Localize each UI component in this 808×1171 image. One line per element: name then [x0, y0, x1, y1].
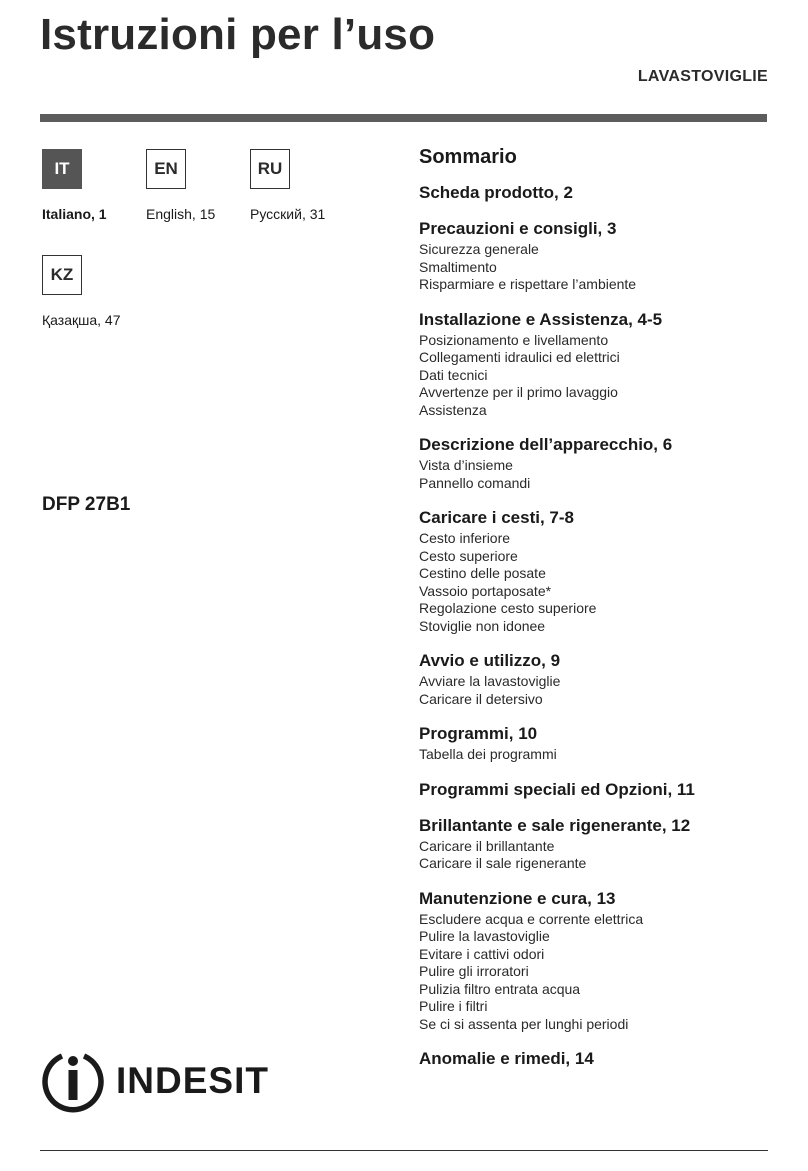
language-en[interactable] [146, 149, 215, 222]
toc-subitem[interactable]: Cesto superiore [419, 547, 518, 564]
toc-subitem[interactable]: Collegamenti idraulici ed elettrici [419, 349, 620, 365]
toc-section [419, 1049, 779, 1069]
toc-section [419, 651, 779, 708]
toc-subitem[interactable]: Risparmiare e rispettare l’ambiente [419, 276, 637, 292]
toc-subitem-list [419, 332, 779, 420]
toc-section [419, 816, 779, 873]
toc-section [419, 219, 779, 294]
toc-section [419, 183, 779, 203]
language-label: Русский, 31 [250, 206, 326, 222]
toc-subitem[interactable]: Sicurezza generale [419, 241, 539, 257]
toc-subitem-list [419, 457, 779, 492]
toc-subitem-list [419, 911, 779, 1034]
toc-subitem[interactable]: Pulire la lavastoviglie [419, 928, 550, 944]
language-code-box[interactable]: EN [146, 149, 186, 189]
language-code-box[interactable]: RU [250, 149, 290, 189]
language-label: English, 15 [146, 206, 216, 222]
language-code-box[interactable]: KZ [42, 255, 82, 295]
toc-subitem-list [419, 673, 779, 708]
toc-subitem[interactable]: Vassoio portaposate* [419, 582, 552, 599]
toc-subitem[interactable]: Avvertenze per il primo lavaggio [419, 384, 618, 400]
toc-subitem-list [419, 241, 779, 294]
table-of-contents [419, 146, 779, 1085]
toc-section-heading[interactable]: Installazione e Assistenza, 4-5 [419, 309, 663, 329]
toc-subitem[interactable]: Pulire gli irroratori [419, 963, 529, 979]
toc-section-heading[interactable]: Anomalie e rimedi, 14 [419, 1049, 594, 1068]
header-divider [40, 114, 767, 122]
toc-subitem[interactable]: Evitare i cattivi odori [419, 945, 545, 962]
toc-subitem[interactable]: Cesto inferiore [419, 530, 511, 546]
toc-subitem[interactable]: Pulire i filtri [419, 998, 488, 1014]
indesit-logo [40, 1048, 269, 1114]
toc-section-heading[interactable]: Avvio e utilizzo, 9 [419, 651, 561, 670]
toc-section-heading[interactable]: Brillantante e sale rigenerante, 12 [419, 815, 691, 835]
toc-section [419, 780, 779, 800]
toc-section-heading[interactable]: Descrizione dell’apparecchio, 6 [419, 435, 673, 454]
toc-section-heading[interactable]: Manutenzione e cura, 13 [419, 888, 616, 908]
toc-section [419, 435, 779, 492]
toc-section [419, 310, 779, 420]
toc-section-heading[interactable]: Precauzioni e consigli, 3 [419, 219, 617, 238]
toc-section [419, 724, 779, 764]
toc-title: Sommario [419, 146, 517, 168]
document-subtitle: LAVASTOVIGLIE [637, 68, 768, 85]
toc-subitem[interactable]: Avviare la lavastoviglie [419, 673, 561, 689]
toc-section-heading[interactable]: Scheda prodotto, 2 [419, 183, 573, 202]
toc-subitem[interactable]: Pannello comandi [419, 474, 531, 491]
language-ru[interactable] [250, 149, 325, 222]
toc-subitem[interactable]: Tabella dei programmi [419, 746, 557, 762]
language-label: Қазақша, 47 [42, 312, 121, 328]
toc-sections [419, 183, 779, 1069]
toc-section [419, 508, 779, 635]
indesit-logo-icon [40, 1048, 106, 1114]
toc-subitem[interactable]: Assistenza [419, 401, 487, 418]
toc-subitem[interactable]: Escludere acqua e corrente elettrica [419, 910, 644, 927]
toc-subitem[interactable]: Regolazione cesto superiore [419, 600, 597, 616]
brand-name: INDESIT [116, 1060, 269, 1101]
toc-subitem[interactable]: Caricare il brillantante [419, 837, 555, 854]
toc-subitem[interactable]: Vista d’insieme [419, 457, 513, 473]
toc-section-heading[interactable]: Programmi speciali ed Opzioni, 11 [419, 779, 695, 799]
model-number: DFP 27B1 [42, 494, 131, 515]
toc-section-heading[interactable]: Programmi, 10 [419, 724, 538, 743]
toc-subitem[interactable]: Cestino delle posate [419, 565, 546, 581]
toc-section [419, 889, 779, 1034]
toc-subitem[interactable]: Smaltimento [419, 258, 497, 275]
toc-subitem-list [419, 746, 779, 764]
toc-subitem-list [419, 530, 779, 635]
toc-subitem[interactable]: Pulizia filtro entrata acqua [419, 980, 581, 997]
language-code-box[interactable]: IT [42, 149, 82, 189]
toc-subitem[interactable]: Stoviglie non idonee [419, 617, 546, 634]
toc-section-heading[interactable]: Caricare i cesti, 7-8 [419, 508, 574, 527]
toc-subitem[interactable]: Caricare il sale rigenerante [419, 855, 587, 871]
language-kz[interactable] [42, 255, 120, 328]
toc-subitem-list [419, 838, 779, 873]
language-it[interactable] [42, 149, 107, 222]
toc-subitem[interactable]: Caricare il detersivo [419, 690, 543, 707]
toc-subitem[interactable]: Se ci si assenta per lunghi periodi [419, 1015, 629, 1032]
page-title: Istruzioni per l’uso [40, 10, 436, 59]
toc-subitem[interactable]: Posizionamento e livellamento [419, 331, 609, 348]
language-label: Italiano, 1 [42, 206, 107, 222]
toc-subitem[interactable]: Dati tecnici [419, 366, 488, 383]
footer-divider [40, 1150, 768, 1151]
